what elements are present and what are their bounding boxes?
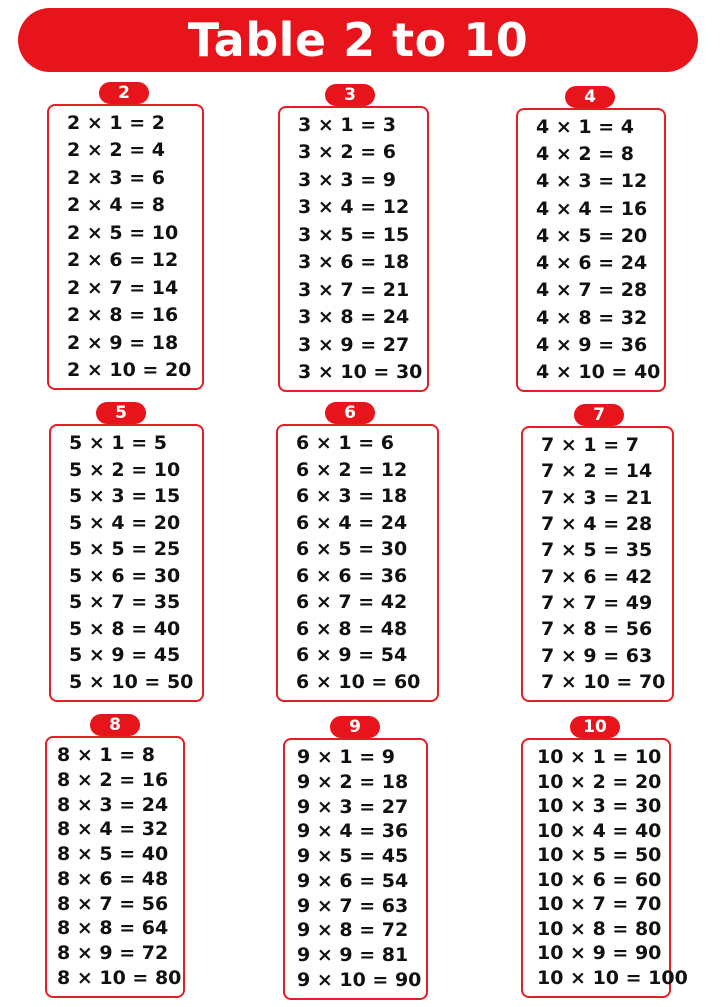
table-row: 6 × 1 = 6	[296, 432, 394, 454]
table-row: 2 × 1 = 2	[67, 112, 165, 134]
table-row: 3 × 9 = 27	[298, 333, 410, 356]
table-row: 10 × 4 = 40	[537, 819, 662, 842]
table-box	[283, 738, 428, 1000]
table-row: 7 × 1 = 7	[541, 434, 639, 456]
table-row: 9 × 6 = 54	[297, 869, 409, 892]
table-row: 4 × 9 = 36	[536, 333, 648, 356]
table-number-badge: 4	[565, 86, 615, 108]
table-box	[45, 736, 185, 998]
table-box	[516, 108, 666, 392]
table-row: 9 × 4 = 36	[297, 820, 409, 843]
table-row: 6 × 9 = 54	[296, 644, 408, 667]
table-row: 8 × 8 = 64	[57, 917, 169, 940]
table-row: 10 × 2 = 20	[537, 770, 662, 793]
table-row: 6 × 10 = 60	[296, 670, 421, 693]
table-box	[47, 104, 204, 390]
table-number-badge: 6	[325, 402, 375, 424]
table-number-badge: 9	[330, 716, 380, 738]
table-row: 5 × 3 = 15	[69, 485, 181, 508]
title-banner	[18, 8, 698, 72]
table-row: 7 × 8 = 56	[541, 618, 653, 641]
table-row: 3 × 1 = 3	[298, 114, 396, 136]
table-row: 2 × 10 = 20	[67, 358, 192, 381]
table-row: 7 × 4 = 28	[541, 512, 653, 535]
table-row: 10 × 8 = 80	[537, 917, 662, 940]
table-row: 8 × 2 = 16	[57, 768, 169, 791]
table-row: 6 × 5 = 30	[296, 538, 408, 561]
table-row: 8 × 3 = 24	[57, 793, 169, 816]
table-row: 5 × 1 = 5	[69, 432, 167, 454]
table-row: 7 × 6 = 42	[541, 565, 653, 588]
table-row: 9 × 10 = 90	[297, 968, 422, 991]
table-row: 4 × 8 = 32	[536, 306, 648, 329]
table-row: 5 × 6 = 30	[69, 564, 181, 587]
table-row: 5 × 5 = 25	[69, 538, 181, 561]
table-row: 2 × 8 = 16	[67, 304, 179, 327]
table-row: 10 × 3 = 30	[537, 795, 662, 818]
table-row: 7 × 3 = 21	[541, 486, 653, 509]
table-row: 4 × 7 = 28	[536, 279, 648, 302]
table-row: 5 × 4 = 20	[69, 511, 181, 534]
table-number-badge: 8	[90, 714, 140, 736]
table-row: 4 × 6 = 24	[536, 252, 648, 275]
table-row: 9 × 1 = 9	[297, 746, 395, 768]
table-row: 3 × 3 = 9	[298, 168, 396, 191]
table-row: 8 × 4 = 32	[57, 818, 169, 841]
table-number-badge: 3	[325, 84, 375, 106]
table-row: 10 × 10 = 100	[537, 966, 688, 989]
table-row: 9 × 2 = 18	[297, 770, 409, 793]
table-box	[521, 426, 674, 702]
table-row: 6 × 7 = 42	[296, 591, 408, 614]
table-row: 7 × 7 = 49	[541, 591, 653, 614]
table-row: 3 × 2 = 6	[298, 141, 396, 164]
table-row: 3 × 10 = 30	[298, 360, 423, 383]
table-row: 5 × 8 = 40	[69, 617, 181, 640]
table-row: 4 × 5 = 20	[536, 224, 648, 247]
table-row: 10 × 6 = 60	[537, 868, 662, 891]
table-row: 6 × 4 = 24	[296, 511, 408, 534]
table-row: 10 × 1 = 10	[537, 746, 662, 768]
table-row: 4 × 10 = 40	[536, 360, 661, 383]
table-row: 7 × 10 = 70	[541, 670, 666, 693]
table-row: 8 × 6 = 48	[57, 867, 169, 890]
table-row: 5 × 7 = 35	[69, 591, 181, 614]
table-row: 4 × 3 = 12	[536, 170, 648, 193]
table-row: 2 × 6 = 12	[67, 249, 179, 272]
table-row: 8 × 5 = 40	[57, 843, 169, 866]
table-row: 2 × 7 = 14	[67, 276, 179, 299]
table-number-badge: 5	[96, 402, 146, 424]
table-row: 4 × 2 = 8	[536, 143, 634, 166]
table-row: 3 × 4 = 12	[298, 196, 410, 219]
table-row: 2 × 2 = 4	[67, 139, 165, 162]
table-row: 8 × 7 = 56	[57, 892, 169, 915]
table-row: 9 × 8 = 72	[297, 919, 409, 942]
table-row: 9 × 9 = 81	[297, 944, 409, 967]
table-row: 3 × 7 = 21	[298, 278, 410, 301]
table-row: 2 × 3 = 6	[67, 166, 165, 189]
table-row: 6 × 6 = 36	[296, 564, 408, 587]
table-row: 8 × 1 = 8	[57, 744, 155, 766]
table-row: 8 × 10 = 80	[57, 966, 182, 989]
table-row: 7 × 5 = 35	[541, 539, 653, 562]
table-row: 4 × 4 = 16	[536, 197, 648, 220]
table-box	[276, 424, 439, 702]
table-number-badge: 7	[574, 404, 624, 426]
table-row: 10 × 9 = 90	[537, 942, 662, 965]
page-title: Table 2 to 10	[187, 13, 529, 67]
table-row: 5 × 9 = 45	[69, 644, 181, 667]
table-row: 3 × 6 = 18	[298, 251, 410, 274]
table-row: 2 × 4 = 8	[67, 194, 165, 217]
table-box	[49, 424, 204, 702]
table-row: 3 × 5 = 15	[298, 223, 410, 246]
table-row: 2 × 9 = 18	[67, 331, 179, 354]
table-row: 6 × 8 = 48	[296, 617, 408, 640]
table-row: 7 × 2 = 14	[541, 460, 653, 483]
table-row: 10 × 7 = 70	[537, 893, 662, 916]
table-row: 3 × 8 = 24	[298, 306, 410, 329]
table-row: 5 × 10 = 50	[69, 670, 194, 693]
table-row: 4 × 1 = 4	[536, 116, 634, 138]
table-number-badge: 10	[570, 716, 620, 738]
table-row: 9 × 7 = 63	[297, 894, 409, 917]
table-box	[521, 738, 688, 998]
table-row: 6 × 2 = 12	[296, 458, 408, 481]
table-box	[278, 106, 429, 392]
table-row: 8 × 9 = 72	[57, 942, 169, 965]
table-row: 7 × 9 = 63	[541, 644, 653, 667]
table-row: 2 × 5 = 10	[67, 221, 179, 244]
table-row: 6 × 3 = 18	[296, 485, 408, 508]
table-row: 9 × 3 = 27	[297, 795, 409, 818]
table-row: 10 × 5 = 50	[537, 844, 662, 867]
table-row: 5 × 2 = 10	[69, 458, 181, 481]
table-number-badge: 2	[99, 82, 149, 104]
table-row: 9 × 5 = 45	[297, 845, 409, 868]
